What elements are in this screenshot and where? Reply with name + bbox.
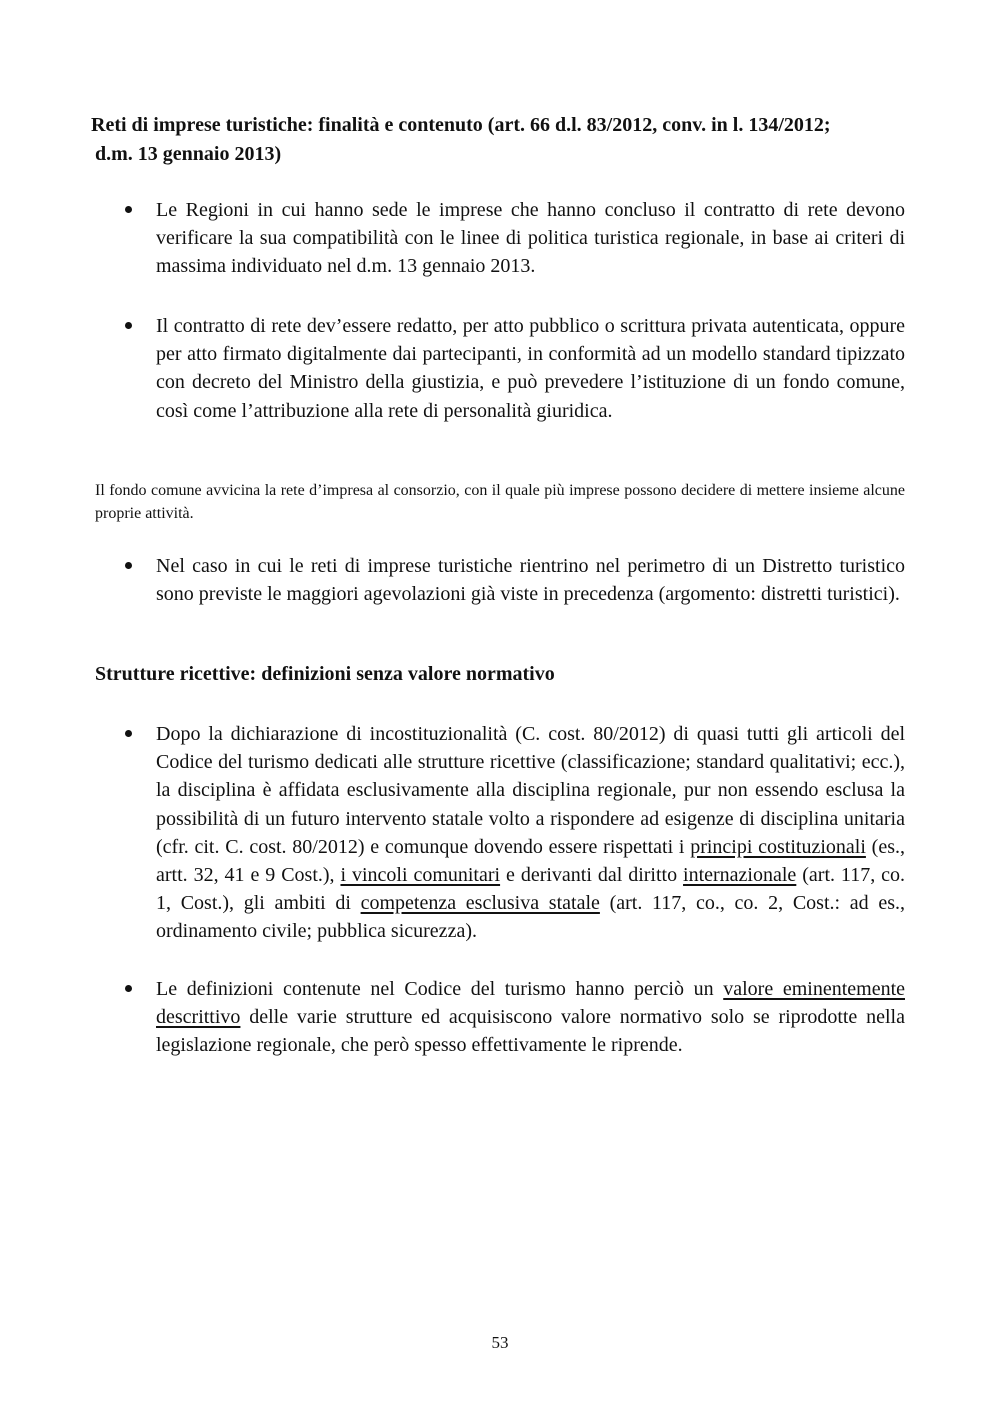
bullet-item-incostituzionalita — [156, 720, 905, 946]
underlined-internazionale: internazionale — [683, 864, 797, 887]
underlined-principi-costituzionali: principi costituzionali — [690, 835, 866, 858]
bullet-text: Il contratto di rete dev’essere redatto, per atto pubblico o scrittura privata autenticata, oppure per atto firmato digitalmente dai partecipanti, in conformità ad un modello standard tipizzato con decreto del Ministro della giustizia, e può prevedere l’istituzione di un fondo comune, così come l’attribuzione alla rete di personalità giuridica. — [156, 315, 905, 422]
bullet-item-regioni — [156, 196, 905, 281]
underlined-valore-descrittivo: valore eminentemente descrittivo — [156, 978, 905, 1029]
page-number: 53 — [491, 1333, 509, 1352]
bullet-icon — [125, 322, 132, 329]
bullet-text-part: delle varie strutture ed acquisiscono valore normativo solo se riprodotte nella legislazione regionale, che però spesso effettivamente le riprende. — [156, 1006, 905, 1057]
bullet-text: Nel caso in cui le reti di imprese turistiche rientrino nel perimetro di un Distretto turistico sono previste le maggiori agevolazioni già viste in precedenza (argomento: distretti turistici). — [156, 555, 905, 606]
bullet-text-part: (art. 117, co. 1, Cost.), gli ambiti di — [156, 864, 905, 915]
bullet-item-distretto — [156, 552, 905, 608]
bullet-text-part: Dopo la dichiarazione di incostituzionalità (C. cost. 80/2012) di quasi tutti gli articoli del Codice del turismo dedicati alle strutture ricettive (classificazione; standard qualitativi; ecc.), la disciplina è affidata esclusivamente alla disciplina regionale, pur non essendo esclusa la possibilità di un futuro intervento statale volto a rispondere ad esigenze di disciplina unitaria (cfr. cit. C. cost. 80/2012) e comunque dovendo essere rispettati i — [156, 723, 905, 858]
bullet-icon — [125, 206, 132, 213]
bullet-text: Le Regioni in cui hanno sede le imprese che hanno concluso il contratto di rete devono verificare la sua compatibilità con le linee di politica turistica regionale, in base ai criteri di massima individuato nel d.m. 13 gennaio 2013. — [156, 199, 905, 278]
bullet-icon — [125, 985, 132, 992]
bullet-text-part: (es., artt. 32, 41 e 9 Cost.), — [156, 835, 905, 887]
bullet-text-part: Le definizioni contenute nel Codice del turismo hanno perciò un — [156, 978, 724, 1000]
underlined-vincoli-comunitari: i vincoli comunitari — [340, 864, 501, 887]
underlined-competenza-esclusiva-statale: competenza esclusiva statale — [360, 892, 600, 915]
bullet-text-part: (art. 117, co., co. 2, Cost.: ad es., ordinamento civile; pubblica sicurezza). — [156, 892, 905, 943]
bullet-item-contratto-rete — [156, 312, 905, 425]
heading-line-1: Reti di imprese turistiche: finalità e contenuto (art. 66 d.l. 83/2012, conv. in l. 134/2012; — [91, 114, 831, 136]
section-heading-strutture-ricettive: Strutture ricettive: definizioni senza valore normativo — [95, 663, 555, 685]
bullet-item-definizioni — [156, 975, 905, 1060]
heading-line-2: d.m. 13 gennaio 2013) — [95, 143, 282, 165]
section-heading-reti-imprese — [91, 111, 921, 169]
bullet-icon — [125, 730, 132, 737]
bullet-text-part: e derivanti dal diritto — [500, 864, 684, 887]
note-paragraph: Il fondo comune avvicina la rete d’impresa al consorzio, con il quale più imprese possono decidere di mettere insieme alcune proprie attività. — [95, 482, 905, 522]
bullet-icon — [125, 562, 132, 569]
